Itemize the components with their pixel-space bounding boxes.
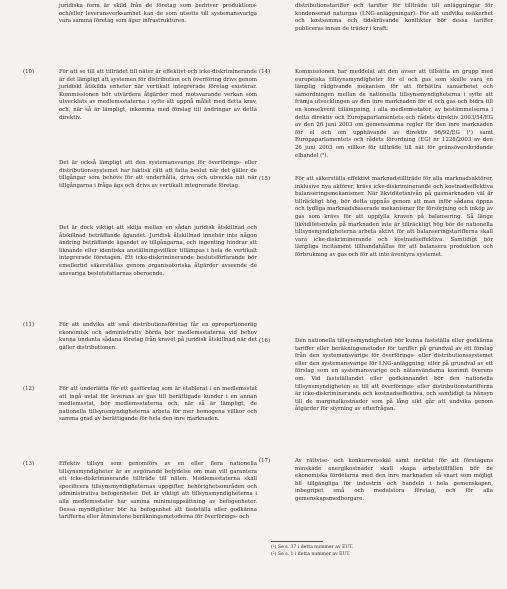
paragraph-number: (16) bbox=[259, 338, 271, 344]
paragraph-13 bbox=[23, 461, 257, 522]
footnote-divider bbox=[271, 541, 323, 542]
paragraph-text: Kommissionen har meddelat att den avser att tillsätta en grupp med europeiska tillsynsmyndigheter för el och gas som skulle vara en lämplig rådgivande mekanism för att förbättra samarbetet och samordningen mellan de nationella tillsynsmyndigheterna i syfte att främja utvecklingen av den inre marknaden för el och gas och bidra till en konsekvent tillämpning, i alla medlemsstater, av bestämmelserna i detta direktiv och Europaparlamentets och rådets direktiv 2003/54/EG av den 26 juni 2003 om gemensamma regler för den inre marknaden för el och om upphävande av direktiv 96/92/EG (¹) samt Europaparlamentets och rådets förordning (EG) nr 1228/2003 av den 26 juni 2003 om villkor för tillträde till nät för gränsöverskridande elhandel (²). bbox=[295, 69, 493, 159]
paragraph-continuation bbox=[271, 3, 493, 33]
paragraph-text: distributionstariffer och tariffer för tillträde till anläggningar för kondenserad naturgas (LNG-anläggningar). För att undvika osäkerhet och kostsamma och tidskrävande konflikter bör dessa tariffer publiceras innan de träder i kraft. bbox=[295, 3, 493, 32]
paragraph-text: Den nationella tillsynsmyndigheten bör kunna fastställa eller godkänna tariffer eller beräkningsmetoder för tariffer på grundval av ett förslag från den systemansvarige för överförings- eller distributionssystemet eller den systemansvarige för LNG-anläggning, eller på grundval av ett förslag som en systemansvarige och nätanvändarna kommit överens om. Vid fastställandet eller godkännandet bör den nationella tillsynsmyndigheten se till att överförings- eller distributionstarifferna är icke-diskriminerande och kostnadseffektiva, och samtidigt ta hänsyn till de marginalkostnader som på lång sikt går att undvika genom åtgärder för styrning av efterfrågan. bbox=[295, 338, 493, 413]
footnote: (²) Se s. 1 i detta nummer av EUT. bbox=[271, 552, 351, 557]
paragraph-number: (12) bbox=[23, 386, 35, 392]
paragraph-number: (14) bbox=[259, 69, 271, 75]
paragraph-text: För att se till att tillrädet till näter är effektivt och icke-diskriminerande är det lämpligt att systemen för distribution och överföring drivs genom juridiskt åtskilda enheter när vertikalt integrerade företag existerar. Kommissionen bör utvärdera åtgärder med motsvarande verkan som utvecklats av medlemsstaterna i syfte att uppnå målet med detta krav, och, när så är lämpligt, inkomma med förslag till ändringar av detta direktiv. bbox=[59, 69, 257, 121]
paragraph-12 bbox=[23, 386, 257, 424]
paragraph-text: Det är dock viktigt att skilja mellan en sådan juridisk åtskillnad och åtskillnad beträffande ägandet. Juridisk åtskillnad innebär inte någon ändring beträffande ägandet av tillgångarna, och ingenting hindrar att liknande eller identiska anställningsvillkor tillämpas i hela de vertikalt integrerade företagen. Ett icke-diskriminerande beslutsförfarande bör emellertid säkerställas genom organisatoriska åtgärder avseende de ansvariga beslutsfattarnas oberoende. bbox=[59, 225, 257, 277]
paragraph-text: För att säkerställa effektivt marknadstillträde för alla marknadsaktörer, inklusive nya aktörer, krävs icke-diskriminerande och kostnadseffektiva balanseringsmekanismer. När likviditetsnivån på gasmarknaden väl är tillräckligt hög, bör detta uppnås genom att man inför sådana öppna och tydliga marknadsbaserade mekanismer för försörjning och inköp av gas som krävs för att uppfylla kraven på balansering. Så länge likviditetsnivån på marknaden inte är tillräckligt hög bör de nationella tillsynsmyndigheterna arbeta aktivt för att balanseringstarifferna skall vara icke-diskriminerande och kostnadseffektiva. Samtidigt bör lämpliga incitament tillhandahållas för att balansera produktion och förbrukning av gas och för att inte äventyra systemet. bbox=[295, 176, 493, 258]
paragraph-text: För att underlätta för ett gasföretag som är etablerat i en medlemsstat att ingå avtal för leverans av gas till berättigade kunder i en annan medlemsstat, bör medlemsstaterna och, när så är lämpligt, de nationella tillsynsmyndigheterna arbeta för mer homogena villkor och samma grad av berättigande för hela den inre marknaden. bbox=[59, 386, 257, 423]
paragraph-11 bbox=[23, 322, 257, 352]
paragraph-text: Det är också lämpligt att den systemansvarige för överförings- eller distributionssystemet har faktisk rätt att fatta beslut när det gäller de tillgångar som behövs för att underhålla, driva och utveckla nät när tillgångarna i fråga ägs och drivs av vertikalt integrerade företag. bbox=[59, 160, 257, 189]
paragraph-number: (13) bbox=[23, 461, 35, 467]
paragraph-continuation bbox=[35, 3, 257, 26]
paragraph-number: (10) bbox=[23, 69, 35, 75]
paragraph-text: juridiska form är skild från de företag som bedriver produktions- och/eller leveransverksamhet kan de som utsetts till systemansvariga vara samma företag som äger infrastrukturen. bbox=[59, 3, 257, 25]
paragraph-number: (17) bbox=[259, 458, 271, 464]
paragraph-10 bbox=[23, 69, 257, 122]
paragraph-16 bbox=[259, 338, 493, 414]
paragraph-number: (11) bbox=[23, 322, 35, 328]
paragraph-10-continued-b bbox=[35, 225, 257, 278]
paragraph-number: (15) bbox=[259, 176, 271, 182]
paragraph-15 bbox=[259, 176, 493, 260]
paragraph-text: Av rättvise- och konkurrensskäl samt inriktat för att företagens minskade energikostnader skall skapa arbetstillfällen bör de ekonomiska fördelarna med den inre marknaden så snart som möjligt bli tillgängliga för industrin och handeln i hela gemenskapen, inbegripet små och medelstora företag, och för alla gemenskapsmedborgare. bbox=[295, 458, 493, 502]
paragraph-10-continued-a bbox=[35, 160, 257, 190]
footnotes bbox=[271, 541, 493, 558]
paragraph-17 bbox=[259, 458, 493, 504]
paragraph-text: Effektiv tillsyn som genomförs av en eller flera nationella tillsynsmyndigheter är av avgörande betydelse om man vill garantera ett icke-diskriminerande tillträde till näten. Medlemsstaterna skall specificera tillsynsmyndigheternas uppgifter, behörighetsområden och administrativa befogenheter. Det är viktigt att tillsynsmyndigheterna i alla medlemsstater har samma minimiuppsättning av befogenheter. Dessa myndigheter bör ha befogenhet att fastställa eller godkänna tarifferna eller åtminstone beräkningsmetoderna för överförings- och bbox=[59, 461, 257, 521]
paragraph-14 bbox=[259, 69, 493, 160]
paragraph-text: För att undvika att små distributionsföretag får en oproportionerlig ekonomisk och administrativ börda bör medlemsstaterna vid behov kunna undanta sådana företag från kravet på juridisk åtskillnad när det gäller distributionen. bbox=[59, 322, 257, 351]
footnote: (¹) Se s. 37 i detta nummer av EUT. bbox=[271, 545, 354, 550]
